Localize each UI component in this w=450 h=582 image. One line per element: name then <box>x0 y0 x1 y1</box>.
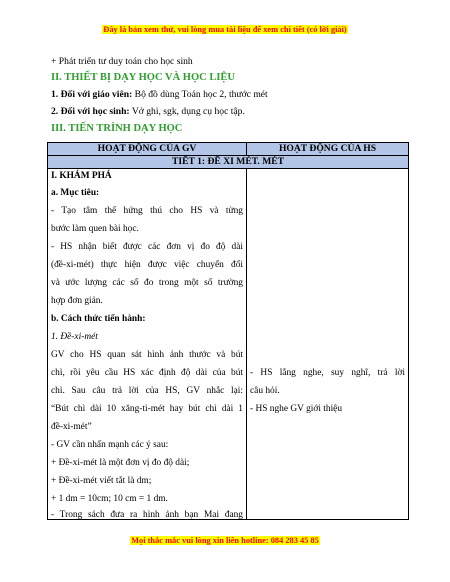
lesson-plan-table <box>47 142 409 520</box>
gv-line: - HS nhận biết được các đơn vị đo độ dài <box>51 242 243 252</box>
intro-bullet: + Phát triển tư duy toán cho học sinh <box>51 56 193 67</box>
gv-line: GV cho HS quan sát hình ảnh thước và bút <box>51 350 243 360</box>
hs-line: - HS nghe GV giới thiệu <box>250 404 343 414</box>
section-2-title: II. THIẾT BỊ DẠY HỌC VÀ HỌC LIỆU <box>51 72 235 83</box>
gv-line: “Bút chì dài 10 xăng-ti-mét hay bút chì dài 1 <box>51 404 243 414</box>
student-label: 2. Đối với học sinh: <box>51 106 130 117</box>
gv-line: + Đề-xi-mét viết tắt là dm; <box>51 476 152 486</box>
gv-line: đề-xi-mét” <box>51 422 92 432</box>
header-hs: HOẠT ĐỘNG CỦA HS <box>247 143 409 156</box>
header-gv: HOẠT ĐỘNG CỦA GV <box>48 143 247 156</box>
lesson-title: TIẾT 1: ĐỀ XI MÉT. MÉT <box>48 156 409 169</box>
section-3-title: III. TIẾN TRÌNH DẠY HỌC <box>51 123 183 134</box>
preview-banner: Đây là bản xem thử, vui lòng mua tài liệu để xem chi tiết (có lời giải) <box>103 25 347 34</box>
gv-line: chì. Sau câu trả lời của HS, GV nhắc lại: <box>51 386 243 396</box>
gv-line: hợp đơn giản. <box>51 296 103 306</box>
teacher-materials <box>51 89 268 100</box>
gv-line: - GV cần nhấn mạnh các ý sau: <box>51 440 169 450</box>
gv-line: + 1 dm = 10cm; 10 cm = 1 dm. <box>51 494 168 504</box>
hs-activity-cell <box>247 169 409 520</box>
hs-line: - HS lắng nghe, suy nghĩ, trả lời <box>250 368 405 378</box>
gv-activity-cell <box>48 169 247 520</box>
hs-line: câu hỏi. <box>250 386 280 396</box>
student-materials <box>51 106 245 117</box>
hotline-banner: Mọi thắc mắc vui lòng xin liên hotline: 084 283 45 85 <box>131 536 319 545</box>
teacher-label: 1. Đối với giáo viên: <box>51 89 133 100</box>
gv-line: a. Mục tiêu: <box>51 188 100 198</box>
gv-line: 1. Đề-xi-mét <box>51 332 98 342</box>
gv-line: bước làm quen bài học. <box>51 224 139 234</box>
gv-line: chì, rồi yêu cầu HS xác định độ dài của bút <box>51 368 243 378</box>
gv-line: - Trong sách đưa ra hình ảnh bạn Mai đang <box>51 510 243 519</box>
gv-line: - Tạo tâm thế hứng thú cho HS và từng <box>51 206 243 216</box>
student-text: Vở ghi, sgk, dụng cụ học tập. <box>129 106 245 117</box>
gv-line: I. KHÁM PHÁ <box>51 171 112 181</box>
gv-line: (đề-xi-mét) thực hiện được việc chuyển đổi <box>51 260 243 270</box>
teacher-text: Bộ đồ dùng Toán học 2, thước mét <box>132 89 268 100</box>
gv-line: và ước lượng các số đo trong một số trường <box>51 278 243 288</box>
gv-line: b. Cách thức tiến hành: <box>51 314 146 324</box>
gv-line: + Đề-xi-mét là một đơn vị đo độ dài; <box>51 458 190 468</box>
